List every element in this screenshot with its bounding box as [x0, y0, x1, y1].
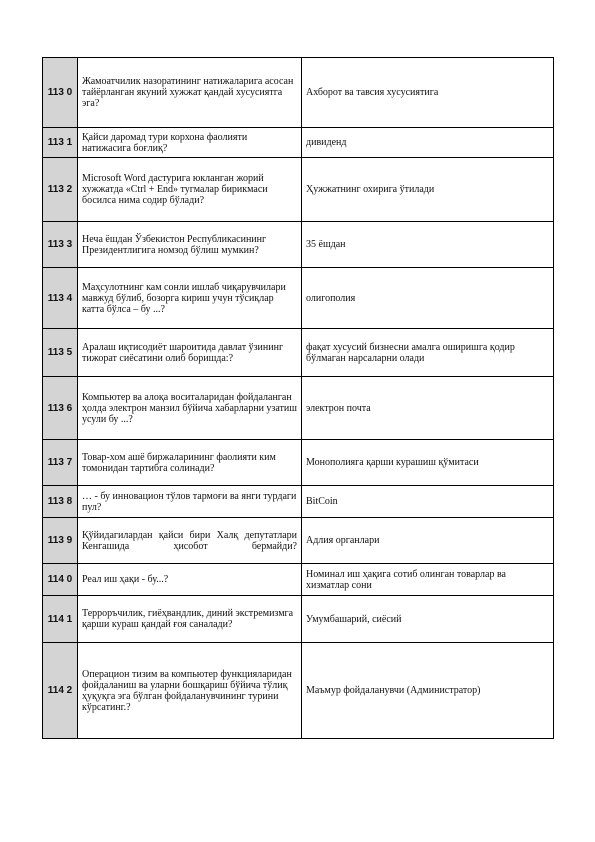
table-row: [43, 58, 554, 128]
question-cell: Товар-хом ашё биржаларининг фаолияти ким томонидан тартибга солинади?: [78, 440, 302, 486]
answer-cell: Номинал иш ҳақига сотиб олинган товарлар ва хизматлар сони: [302, 564, 554, 596]
row-number: 114 2: [43, 643, 78, 739]
table-row: [43, 268, 554, 329]
answer-cell: олигополия: [302, 268, 554, 329]
answer-cell: фақат хусусий бизнесни амалга оширишга қодир бўлмаган нарсаларни олади: [302, 329, 554, 377]
question-cell: Неча ёшдан Ўзбекистон Республикасининг Президентлигига номзод бўлиш мумкин?: [78, 222, 302, 268]
table-row: [43, 596, 554, 643]
table-row: [43, 377, 554, 440]
row-number: 113 6: [43, 377, 78, 440]
row-number: 113 7: [43, 440, 78, 486]
question-cell: … - бу инновацион тўлов тармоғи ва янги турдаги пул?: [78, 486, 302, 518]
row-number: 113 9: [43, 518, 78, 564]
question-cell: Қайси даромад тури корхона фаолияти натижасига боғлиқ?: [78, 128, 302, 158]
table-row: [43, 440, 554, 486]
question-cell: Реал иш ҳақи - бу...?: [78, 564, 302, 596]
question-cell: Аралаш иқтисодиёт шароитида давлат ўзининг тижорат сиёсатини олиб боришда:?: [78, 329, 302, 377]
answer-cell: Адлия органлари: [302, 518, 554, 564]
question-cell: Терроръчилик, гиёҳвандлик, диний экстремизмга қарши кураш қандай ғоя саналади?: [78, 596, 302, 643]
row-number: 113 8: [43, 486, 78, 518]
question-cell: Маҳсулотнинг кам сонли ишлаб чиқарувчилари мавжуд бўлиб, бозорга кириш учун тўсиқлар катта бўлса – бу ...?: [78, 268, 302, 329]
row-number: 113 2: [43, 158, 78, 222]
answer-cell: 35 ёшдан: [302, 222, 554, 268]
answer-cell: дивиденд: [302, 128, 554, 158]
answer-cell: Ахборот ва тавсия хусусиятига: [302, 58, 554, 128]
questions-table-body: [43, 58, 554, 739]
answer-cell: Умумбашарий, сиёсий: [302, 596, 554, 643]
table-row: [43, 158, 554, 222]
table-row: [43, 643, 554, 739]
question-cell: Қўйидагилардан қайси бири Халқ депутатлари Кенгашида ҳисобот бермайди?: [78, 518, 302, 564]
answer-cell: Маъмур фойдаланувчи (Администратор): [302, 643, 554, 739]
row-number: 113 3: [43, 222, 78, 268]
table-row: [43, 222, 554, 268]
table-row: [43, 128, 554, 158]
questions-table: [42, 57, 554, 739]
table-row: [43, 486, 554, 518]
answer-cell: BitCoin: [302, 486, 554, 518]
row-number: 113 1: [43, 128, 78, 158]
question-cell: Компьютер ва алоқа воситаларидан фойдаланган ҳолда электрон манзил бўйича хабарларни узатиш усули бу ...?: [78, 377, 302, 440]
question-cell: Microsoft Word дастурига юкланган жорий хужжатда «Ctrl + End» тугмалар бирикмаси босилса нима содир бўлади?: [78, 158, 302, 222]
row-number: 113 5: [43, 329, 78, 377]
row-number: 114 0: [43, 564, 78, 596]
table-row: [43, 564, 554, 596]
question-cell: Операцион тизим ва компьютер функцияларидан фойдаланиш ва уларни бошқариш бўйича тўлиқ ҳуқуқга эга бўлган фойдаланувчининг турини кўрсатинг.?: [78, 643, 302, 739]
row-number: 114 1: [43, 596, 78, 643]
table-row: [43, 329, 554, 377]
row-number: 113 0: [43, 58, 78, 128]
question-cell: Жамоатчилик назоратининг натижаларига асосан тайёрланган якуний хужжат қандай хусусиятга эга?: [78, 58, 302, 128]
answer-cell: Ҳужжатнинг охирига ўтилади: [302, 158, 554, 222]
row-number: 113 4: [43, 268, 78, 329]
answer-cell: электрон почта: [302, 377, 554, 440]
answer-cell: Монополияга қарши курашиш қўмитаси: [302, 440, 554, 486]
table-row: [43, 518, 554, 564]
